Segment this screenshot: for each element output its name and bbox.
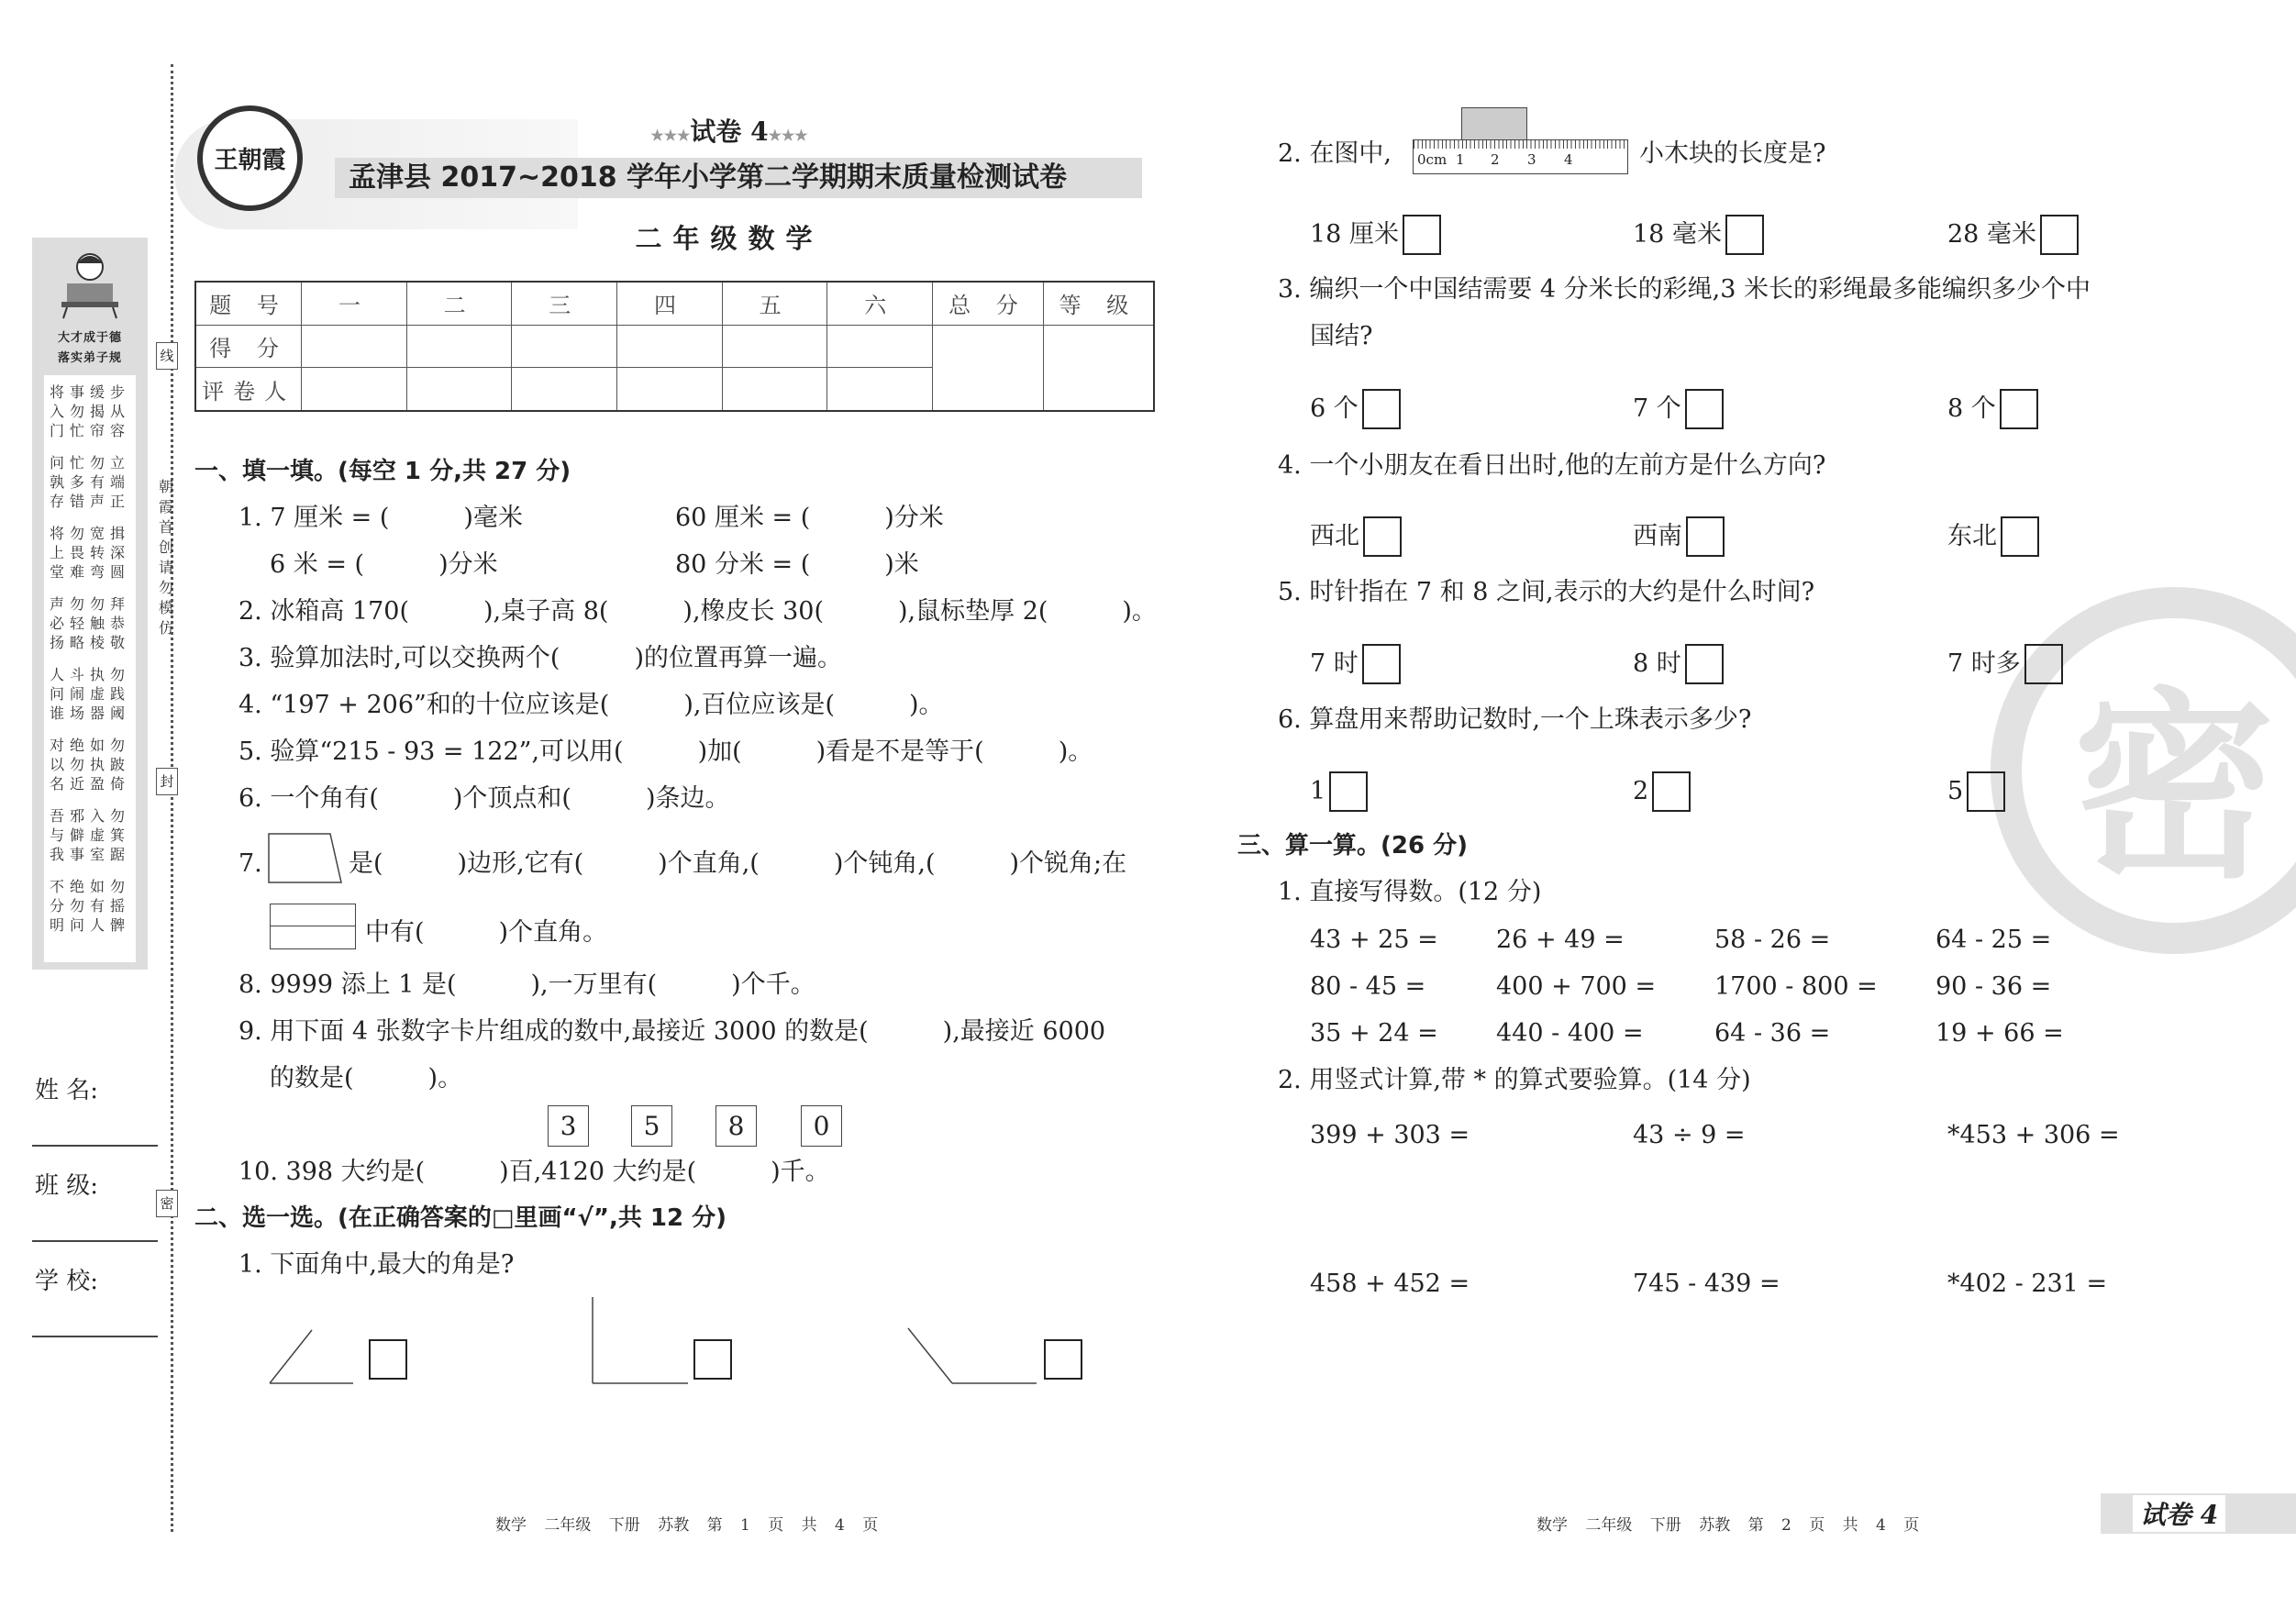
option-label: 8 时 [1633, 649, 1681, 678]
option-label: 8 个 [1947, 394, 1996, 423]
binding-mark-seal: 封 [156, 768, 178, 795]
ruler-label: 1 [1456, 151, 1465, 168]
verse-line: 对绝如勿 [49, 737, 130, 754]
question-7b: 中有( )个直角。 [365, 918, 608, 947]
verse-line: 明问人髀 [49, 916, 130, 934]
score-cell[interactable] [722, 325, 827, 368]
vertical-calc-item: *453 + 306 = [1947, 1121, 2120, 1149]
divided-rectangle-shape [270, 904, 356, 949]
trapezoid-shape [268, 833, 343, 884]
class-label: 班 级: [35, 1172, 99, 1200]
option-label: 28 毫米 [1947, 220, 2036, 249]
verse-line: 人斗执勿 [49, 666, 130, 683]
vertical-calc-item: 399 + 303 = [1310, 1121, 1470, 1149]
acute-angle-ray [270, 1330, 312, 1383]
verse-block [44, 453, 136, 511]
grader-cell[interactable] [827, 368, 933, 411]
answer-checkbox[interactable] [2024, 644, 2063, 684]
binding-mark-line: 线 [156, 342, 178, 370]
grader-cell[interactable] [617, 368, 723, 411]
oral-calc-item: 400 + 700 = [1496, 972, 1657, 1001]
verse-line: 孰多有端 [49, 473, 130, 491]
section2-heading: 二、选一选。(在正确答案的□里画“√”,共 12 分) [194, 1204, 727, 1232]
header-cell: 六 [827, 282, 933, 325]
verse-line: 将勿宽揖 [49, 525, 130, 542]
score-cell[interactable] [512, 325, 617, 368]
choice-question-2a: 2. 在图中, [1278, 139, 1392, 168]
exam-title: 孟津县 2017~2018 学年小学第二学期期末质量检测试卷 [349, 161, 1068, 194]
school-label: 学 校: [35, 1268, 99, 1295]
verse-line: 我事室踞 [49, 846, 130, 863]
verse-block [44, 736, 136, 793]
logo-text: 王朝霞 [214, 147, 286, 174]
oral-calc-item: 19 + 66 = [1936, 1019, 2064, 1048]
verse-block [44, 877, 136, 935]
verse-line: 吾邪入勿 [49, 807, 130, 825]
wood-block [1461, 107, 1527, 140]
answer-checkbox[interactable] [1686, 516, 1725, 557]
option-label: 西北 [1310, 522, 1359, 550]
grader-cell[interactable] [406, 368, 512, 411]
exam-tag: 试卷 4 [2133, 1495, 2225, 1532]
verse-line: 声勿勿拜 [49, 595, 130, 613]
answer-checkbox[interactable] [1363, 516, 1402, 557]
section3-sub1: 1. 直接写得数。(12 分) [1278, 878, 1542, 906]
oral-calc-item: 90 - 36 = [1936, 972, 2052, 1001]
exam-badge: ★★★试卷 4★★★ [650, 116, 808, 147]
digit-card: 5 [631, 1105, 672, 1147]
oral-calc-item: 64 - 36 = [1714, 1019, 1831, 1048]
answer-checkbox[interactable] [1685, 389, 1724, 429]
score-cell[interactable] [617, 325, 723, 368]
question-2: 2. 冰箱高 170( ),桌子高 8( ),橡皮长 30( ),鼠标垫厚 2( )。 [238, 597, 1157, 626]
secret-watermark [1991, 587, 2296, 954]
choice-question-2b: 小木块的长度是? [1639, 139, 1826, 168]
choice-question-3b: 国结? [1310, 322, 1373, 350]
grader-cell[interactable] [722, 368, 827, 411]
verse-line: 问闹虚践 [49, 685, 130, 703]
verse-line: 不绝如勿 [49, 878, 130, 895]
ruler-label: 2 [1491, 151, 1500, 168]
row-label: 得 分 [195, 325, 302, 368]
answer-checkbox[interactable] [1685, 644, 1724, 684]
grade-cell[interactable] [1043, 325, 1154, 411]
option-label: 1 [1310, 777, 1326, 805]
verse-line: 问忙勿立 [49, 454, 130, 471]
header-cell: 三 [512, 282, 617, 325]
score-cell[interactable] [302, 325, 407, 368]
choice-question-4: 4. 一个小朋友在看日出时,他的左前方是什么方向? [1278, 451, 1826, 480]
vertical-calc-item: 458 + 452 = [1310, 1270, 1470, 1298]
exam-subject: 二年级数学 [635, 223, 824, 254]
verse-line: 名近盈倚 [49, 775, 130, 793]
question-7a: 是( )边形,它有( )个直角,( )个钝角,( )个锐角;在 [349, 849, 1127, 878]
answer-checkbox[interactable] [1329, 771, 1368, 812]
motto-line: 大才成于德 [57, 331, 122, 345]
verse-line: 将事缓步 [49, 383, 130, 401]
binding-mark-secret: 密 [156, 1190, 178, 1217]
option-label: 18 毫米 [1633, 220, 1722, 249]
option-label: 东北 [1947, 522, 1997, 550]
section3-heading: 三、算一算。(26 分) [1237, 832, 1468, 859]
score-table-header-row [195, 282, 1154, 325]
question-10: 10. 398 大约是( )百,4120 大约是( )千。 [238, 1158, 830, 1186]
verse-line: 堂难弯圆 [49, 563, 130, 581]
question-1d: 80 分米 = ( )米 [675, 550, 919, 579]
question-1c: 6 米 = ( )分米 [270, 550, 498, 579]
option-label: 6 个 [1310, 394, 1359, 423]
name-label: 姓 名: [35, 1077, 99, 1104]
question-3: 3. 验算加法时,可以交换两个( )的位置再算一遍。 [238, 644, 842, 672]
page-footer-left: 数学 二年级 下册 苏教 第 1 页 共 4 页 [495, 1516, 879, 1535]
question-9a: 9. 用下面 4 张数字卡片组成的数中,最接近 3000 的数是( ),最接近 6000 [238, 1017, 1106, 1046]
oral-calc-item: 440 - 400 = [1496, 1019, 1644, 1048]
choice-question-3a: 3. 编织一个中国结需要 4 分米长的彩绳,3 米长的彩绳最多能编织多少个中 [1278, 275, 2091, 304]
answer-checkbox[interactable] [2001, 516, 2039, 557]
question-1a: 1. 7 厘米 = ( )毫米 [238, 504, 523, 532]
verse-line: 入勿揭从 [49, 403, 130, 420]
option-label: 西南 [1633, 522, 1682, 550]
verse-block [44, 594, 136, 652]
verse-block [44, 524, 136, 582]
section1-heading: 一、填一填。(每空 1 分,共 27 分) [194, 458, 571, 485]
school-input-line[interactable] [32, 1336, 158, 1337]
vertical-calc-item: *402 - 231 = [1947, 1270, 2108, 1298]
choice-question-1: 1. 下面角中,最大的角是? [238, 1250, 515, 1279]
motto-line: 落实弟子规 [57, 351, 122, 365]
binding-line [171, 64, 173, 1532]
header-cell: 一 [302, 282, 407, 325]
class-input-line[interactable] [32, 1240, 158, 1242]
student-reading-icon [60, 247, 120, 320]
publisher-logo [197, 105, 303, 211]
digit-card: 8 [715, 1105, 757, 1147]
option-label: 5 [1947, 777, 1964, 805]
copyright-notice: 朝霞首创 请勿模仿 [158, 478, 173, 637]
question-5: 5. 验算“215 - 93 = 122”,可以用( )加( )看是不是等于( )。 [238, 738, 1093, 766]
verse-line: 存错声正 [49, 493, 130, 510]
header-cell: 总 分 [933, 282, 1044, 325]
score-table [194, 281, 1155, 412]
answer-checkbox[interactable] [369, 1339, 407, 1380]
verse-line: 必轻触恭 [49, 615, 130, 632]
digit-card: 0 [801, 1105, 842, 1147]
section3-sub2: 2. 用竖式计算,带 * 的算式要验算。(14 分) [1278, 1066, 1751, 1094]
row-label: 评卷人 [195, 368, 302, 411]
ruler [1413, 139, 1628, 174]
verse-line: 谁场器阈 [49, 704, 130, 722]
grader-cell[interactable] [302, 368, 407, 411]
header-cell: 二 [406, 282, 512, 325]
question-6: 6. 一个角有( )个顶点和( )条边。 [238, 784, 730, 813]
name-input-line[interactable] [32, 1145, 158, 1147]
grader-cell[interactable] [512, 368, 617, 411]
answer-checkbox[interactable] [1362, 644, 1401, 684]
oral-calc-item: 64 - 25 = [1936, 926, 2052, 954]
option-label: 7 时多 [1947, 649, 2021, 678]
verses-list [44, 375, 136, 962]
answer-checkbox[interactable] [2040, 215, 2079, 255]
header-cell: 等 级 [1043, 282, 1154, 325]
verse-line: 上畏转深 [49, 544, 130, 561]
header-cell: 五 [722, 282, 827, 325]
obtuse-angle-ray [908, 1328, 952, 1383]
question-8: 8. 9999 添上 1 是( ),一万里有( )个千。 [238, 970, 815, 999]
ruler-label: 4 [1564, 151, 1573, 168]
oral-calc-item: 35 + 24 = [1310, 1019, 1438, 1048]
question-9b: 的数是( )。 [270, 1064, 463, 1092]
score-cell[interactable] [406, 325, 512, 368]
answer-checkbox[interactable] [1044, 1339, 1082, 1380]
vertical-calc-item: 43 ÷ 9 = [1633, 1121, 1746, 1149]
choice-question-5: 5. 时针指在 7 和 8 之间,表示的大约是什么时间? [1278, 578, 1815, 606]
verse-line: 分勿有摇 [49, 897, 130, 915]
oral-calc-item: 1700 - 800 = [1714, 972, 1878, 1001]
answer-checkbox[interactable] [1362, 389, 1401, 429]
page-footer-right: 数学 二年级 下册 苏教 第 2 页 共 4 页 [1536, 1516, 1920, 1535]
verse-line: 与僻虚箕 [49, 826, 130, 844]
exam-badge-label: 试卷 4 [690, 116, 769, 147]
oral-calc-item: 80 - 45 = [1310, 972, 1426, 1001]
oral-calc-item: 43 + 25 = [1310, 926, 1438, 954]
verse-line: 扬略棱敬 [49, 634, 130, 651]
verse-block [44, 665, 136, 723]
verse-line: 门忙帘容 [49, 422, 130, 439]
answer-checkbox[interactable] [1725, 215, 1764, 255]
answer-checkbox[interactable] [2000, 389, 2038, 429]
score-cell[interactable] [827, 325, 933, 368]
verse-block [44, 806, 136, 864]
oral-calc-item: 58 - 26 = [1714, 926, 1831, 954]
option-label: 7 个 [1633, 394, 1681, 423]
question-4: 4. “197 + 206”和的十位应该是( ),百位应该是( )。 [238, 691, 944, 719]
answer-checkbox[interactable] [1652, 771, 1691, 812]
answer-checkbox[interactable] [1403, 215, 1441, 255]
header-cell: 四 [617, 282, 723, 325]
verse-block [44, 383, 136, 440]
oral-calc-item: 26 + 49 = [1496, 926, 1625, 954]
question-1b: 60 厘米 = ( )分米 [675, 504, 944, 532]
option-label: 18 厘米 [1310, 220, 1399, 249]
verse-line: 以勿执跛 [49, 756, 130, 773]
option-label: 7 时 [1310, 649, 1359, 678]
question-7-number: 7. [238, 849, 262, 878]
answer-checkbox[interactable] [1967, 771, 2005, 812]
answer-checkbox[interactable] [693, 1339, 732, 1380]
header-cell: 题 号 [195, 282, 302, 325]
score-row [195, 325, 1154, 368]
sidebar-motto-panel [32, 238, 148, 970]
total-score-cell[interactable] [933, 325, 1044, 411]
ruler-label: 3 [1527, 151, 1536, 168]
digit-card: 3 [548, 1105, 589, 1147]
vertical-calc-item: 745 - 439 = [1633, 1270, 1780, 1298]
option-label: 2 [1633, 777, 1649, 805]
watermark-text: 密 [2072, 671, 2275, 905]
ruler-label: 0cm [1417, 151, 1447, 168]
choice-question-6: 6. 算盘用来帮助记数时,一个上珠表示多少? [1278, 705, 1752, 734]
